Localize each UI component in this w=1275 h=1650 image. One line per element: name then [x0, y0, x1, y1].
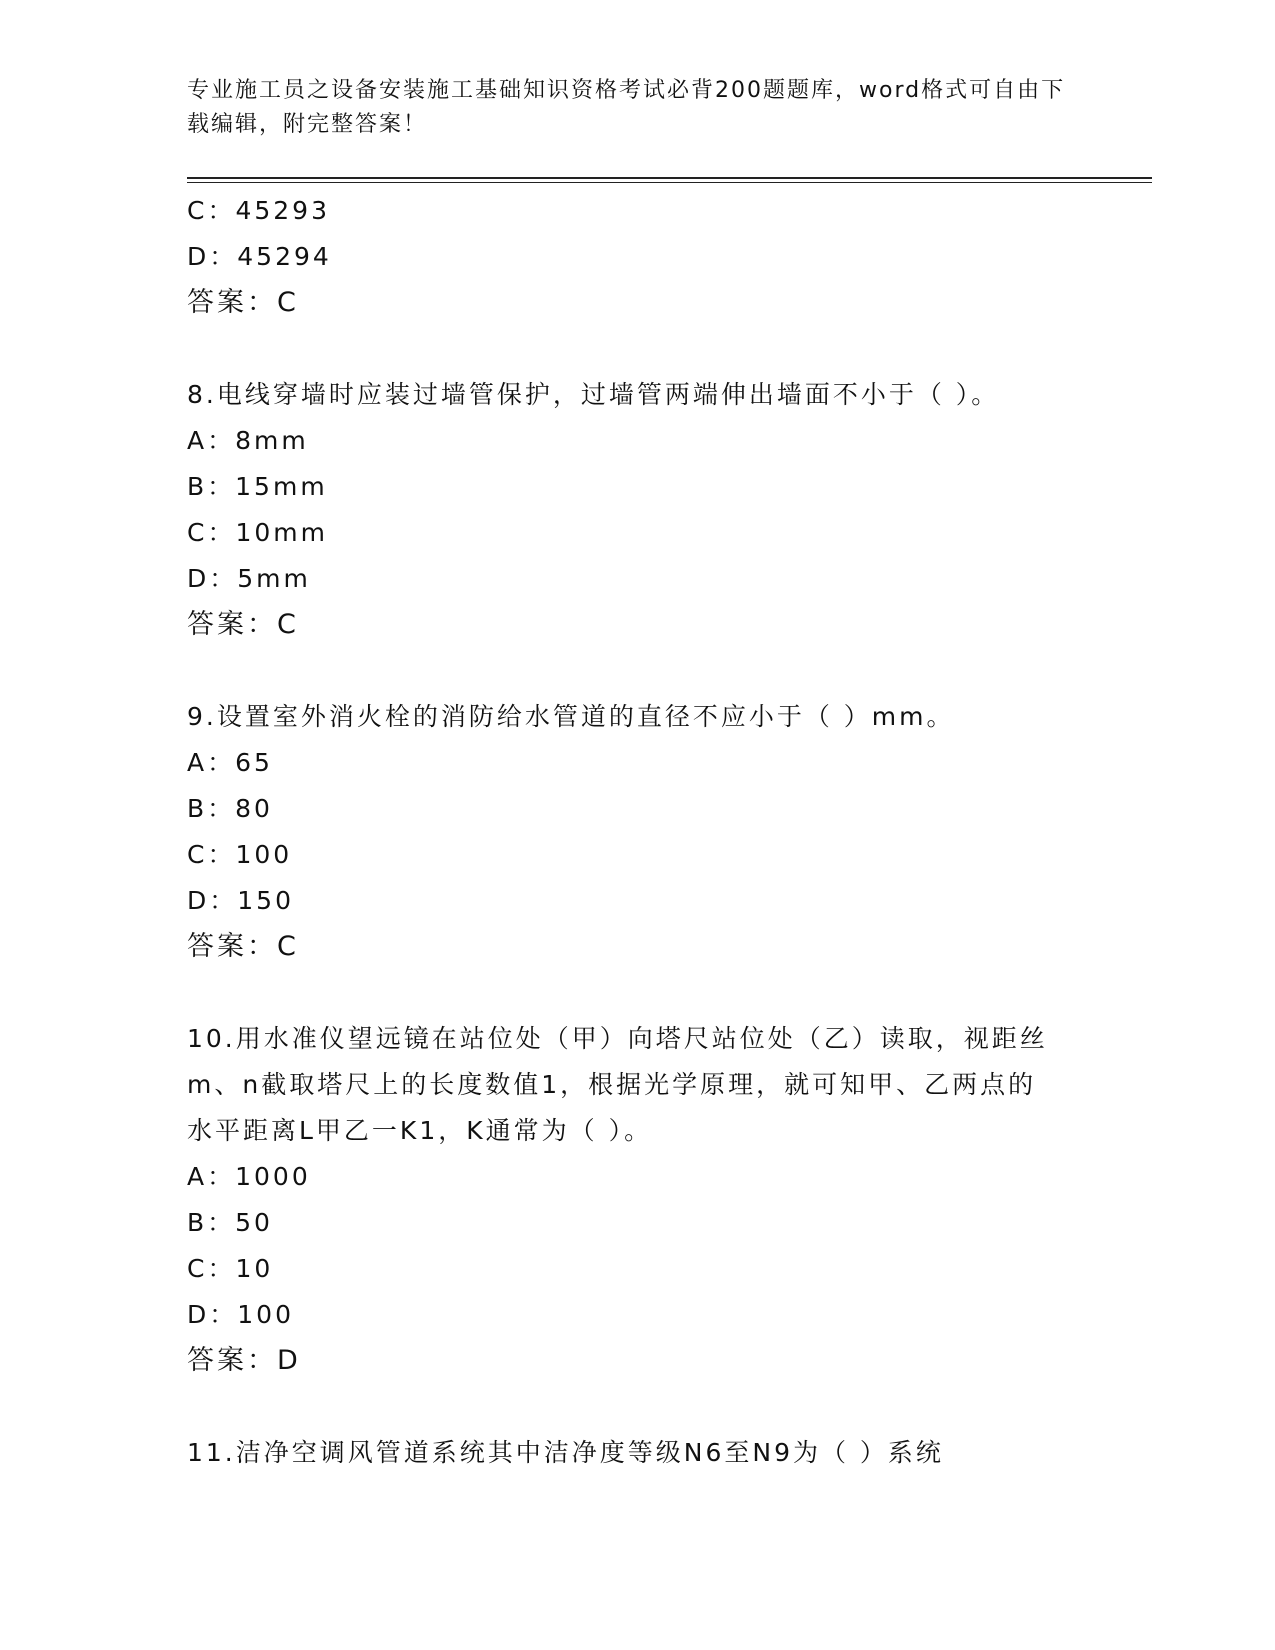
option-line: [187, 510, 1087, 556]
option-line: [187, 878, 1087, 924]
option-value: 45293: [235, 196, 330, 225]
option-value: 15mm: [235, 472, 328, 501]
question-text: 9.设置室外消火栓的消防给水管道的直径不应小于（ ）mm。: [187, 702, 955, 731]
option-value: 10: [235, 1254, 274, 1283]
option-line: [187, 786, 1087, 832]
option-value: 100: [237, 1300, 294, 1329]
option-letter: D：: [187, 1300, 238, 1329]
answer-line: 答案：C: [187, 609, 299, 640]
option-letter: C：: [187, 518, 236, 547]
option-value: 8mm: [235, 426, 309, 455]
option-letter: C：: [187, 1254, 236, 1283]
option-line: [187, 464, 1087, 510]
option-value: 65: [235, 748, 273, 777]
option-line: [187, 1292, 1087, 1338]
option-letter: A：: [187, 426, 236, 455]
option-value: 80: [235, 794, 273, 823]
header-divider-thick: [187, 177, 1152, 179]
question-text-line: 水平距离L甲乙一K1，K通常为（ ）。: [187, 1116, 653, 1145]
option-letter: D：: [187, 886, 238, 915]
option-value: 150: [237, 886, 294, 915]
option-value: 5mm: [237, 564, 311, 593]
question-text-line: m、n截取塔尺上的长度数值1，根据光学原理，就可知甲、乙两点的: [187, 1070, 1037, 1099]
answer-line: 答案：C: [187, 931, 299, 962]
option-value: 10mm: [235, 518, 328, 547]
option-letter: B：: [187, 1208, 236, 1237]
answer-line: 答案：C: [187, 287, 299, 318]
option-letter: C：: [187, 196, 236, 225]
question-text: 11.洁净空调风管道系统其中洁净度等级N6至N9为（ ）系统: [187, 1438, 944, 1467]
option-letter: B：: [187, 794, 236, 823]
option-line: [187, 556, 1087, 602]
option-line: [187, 1154, 1087, 1200]
option-letter: B：: [187, 472, 236, 501]
option-letter: A：: [187, 748, 236, 777]
option-line: [187, 832, 1087, 878]
option-line: [187, 1246, 1087, 1292]
question-spacer: [187, 970, 1087, 1016]
header-divider-thin: [187, 182, 1152, 183]
option-letter: A：: [187, 1162, 236, 1191]
option-value: 50: [235, 1208, 273, 1237]
option-letter: C：: [187, 840, 236, 869]
option-letter: D：: [187, 242, 238, 271]
option-value: 1000: [235, 1162, 311, 1191]
option-line: [187, 740, 1087, 786]
answer-line: 答案：D: [187, 1345, 301, 1376]
option-line: [187, 1200, 1087, 1246]
question-text: 8.电线穿墙时应装过墙管保护，过墙管两端伸出墙面不小于（ ）。: [187, 380, 1000, 409]
question-spacer: [187, 648, 1087, 694]
option-line: [187, 188, 1087, 234]
option-line: [187, 418, 1087, 464]
option-letter: D：: [187, 564, 238, 593]
option-value: 45294: [237, 242, 332, 271]
document-header: [187, 74, 1087, 142]
question-spacer: [187, 326, 1087, 372]
option-value: 100: [235, 840, 293, 869]
header-title: 专业施工员之设备安装施工基础知识资格考试必背200题题库，word格式可自由下载编辑，附完整答案！: [187, 78, 1066, 137]
option-line: [187, 234, 1087, 280]
question-list: [187, 188, 1087, 1476]
question-spacer: [187, 1384, 1087, 1430]
question-text-line: 10.用水准仪望远镜在站位处（甲）向塔尺站位处（乙）读取，视距丝: [187, 1024, 1048, 1053]
